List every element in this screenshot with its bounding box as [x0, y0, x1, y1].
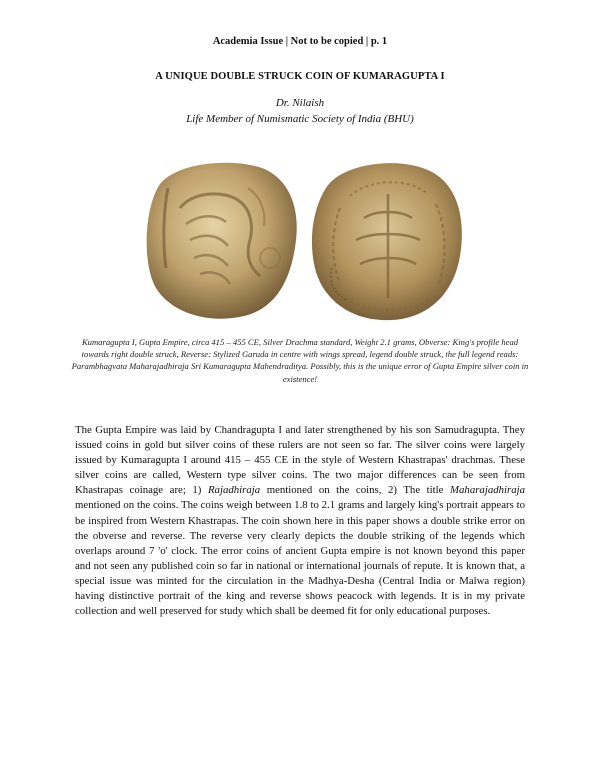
coin-figure — [120, 148, 480, 328]
term-maharajadhiraja: Maharajadhiraja — [450, 484, 526, 497]
author-block — [0, 95, 600, 127]
body-text-part-1: The Gupta Empire was laid by Chandragupta I and later strengthened by his son Samudragupta. They issued coins in gold but silver coins of these rulers are not seen so far. The silver coins were largely issued by Kumaragupta I around 415 – 455 CE in the style of Western Khastrapas' drachmas. These silver coins are called, Western type silver coins. The two major differences can be seen from Khastrapas coinage are; 1) — [75, 424, 525, 497]
reverse-coin — [312, 163, 462, 320]
coin-photo — [120, 148, 480, 328]
body-paragraph — [75, 423, 525, 619]
author-affiliation: Life Member of Numismatic Society of India (BHU) — [186, 113, 414, 125]
article-title: A UNIQUE DOUBLE STRUCK COIN OF KUMARAGUPTA I — [155, 71, 445, 82]
author-name: Dr. Nilaish — [275, 97, 325, 109]
term-rajadhiraja: Rajadhiraja — [207, 484, 261, 497]
obverse-coin — [147, 163, 297, 319]
running-header: Academia Issue | Not to be copied | p. 1 — [212, 36, 388, 47]
body-text-part-3: mentioned on the coins. The coins weigh between 1.8 to 2.1 grams and largely king's portrait appears to be inspired from Western Khastrapas. The coin shown here in this paper shows a double strike error on the obverse and reverse. The reverse very clearly depicts the double striking of the legends which overlaps around 7 'o' clock. The error coins of ancient Gupta empire is not known beyond this paper and not seen any published coin so far in national or international journals of repute. It is known that, a special issue was minted for the circulation in the Madhya-Desha (Central India or Malwa region) having distinctive portrait of the king and reverse shows peacock with legends. It is in my private collection and well preserved for study which shall be deemed fit for only educational purposes. — [75, 499, 525, 618]
figure-caption: Kumaragupta I, Gupta Empire, circa 415 – 455 CE, Silver Drachma standard, Weight 2.1 grams, Obverse: King's profile head towards right double struck, Reverse: Stylized Garuda in centre with wings spread, legend double struck, the full legend reads: Parambhagvata Maharajadhiraja Sri Kumaragupta Mahendraditya. Possibly, this is the unique error of Gupta Empire silver coin in existence! — [71, 337, 529, 384]
body-text-part-2: mentioned on the coins, 2) The title — [260, 484, 451, 497]
